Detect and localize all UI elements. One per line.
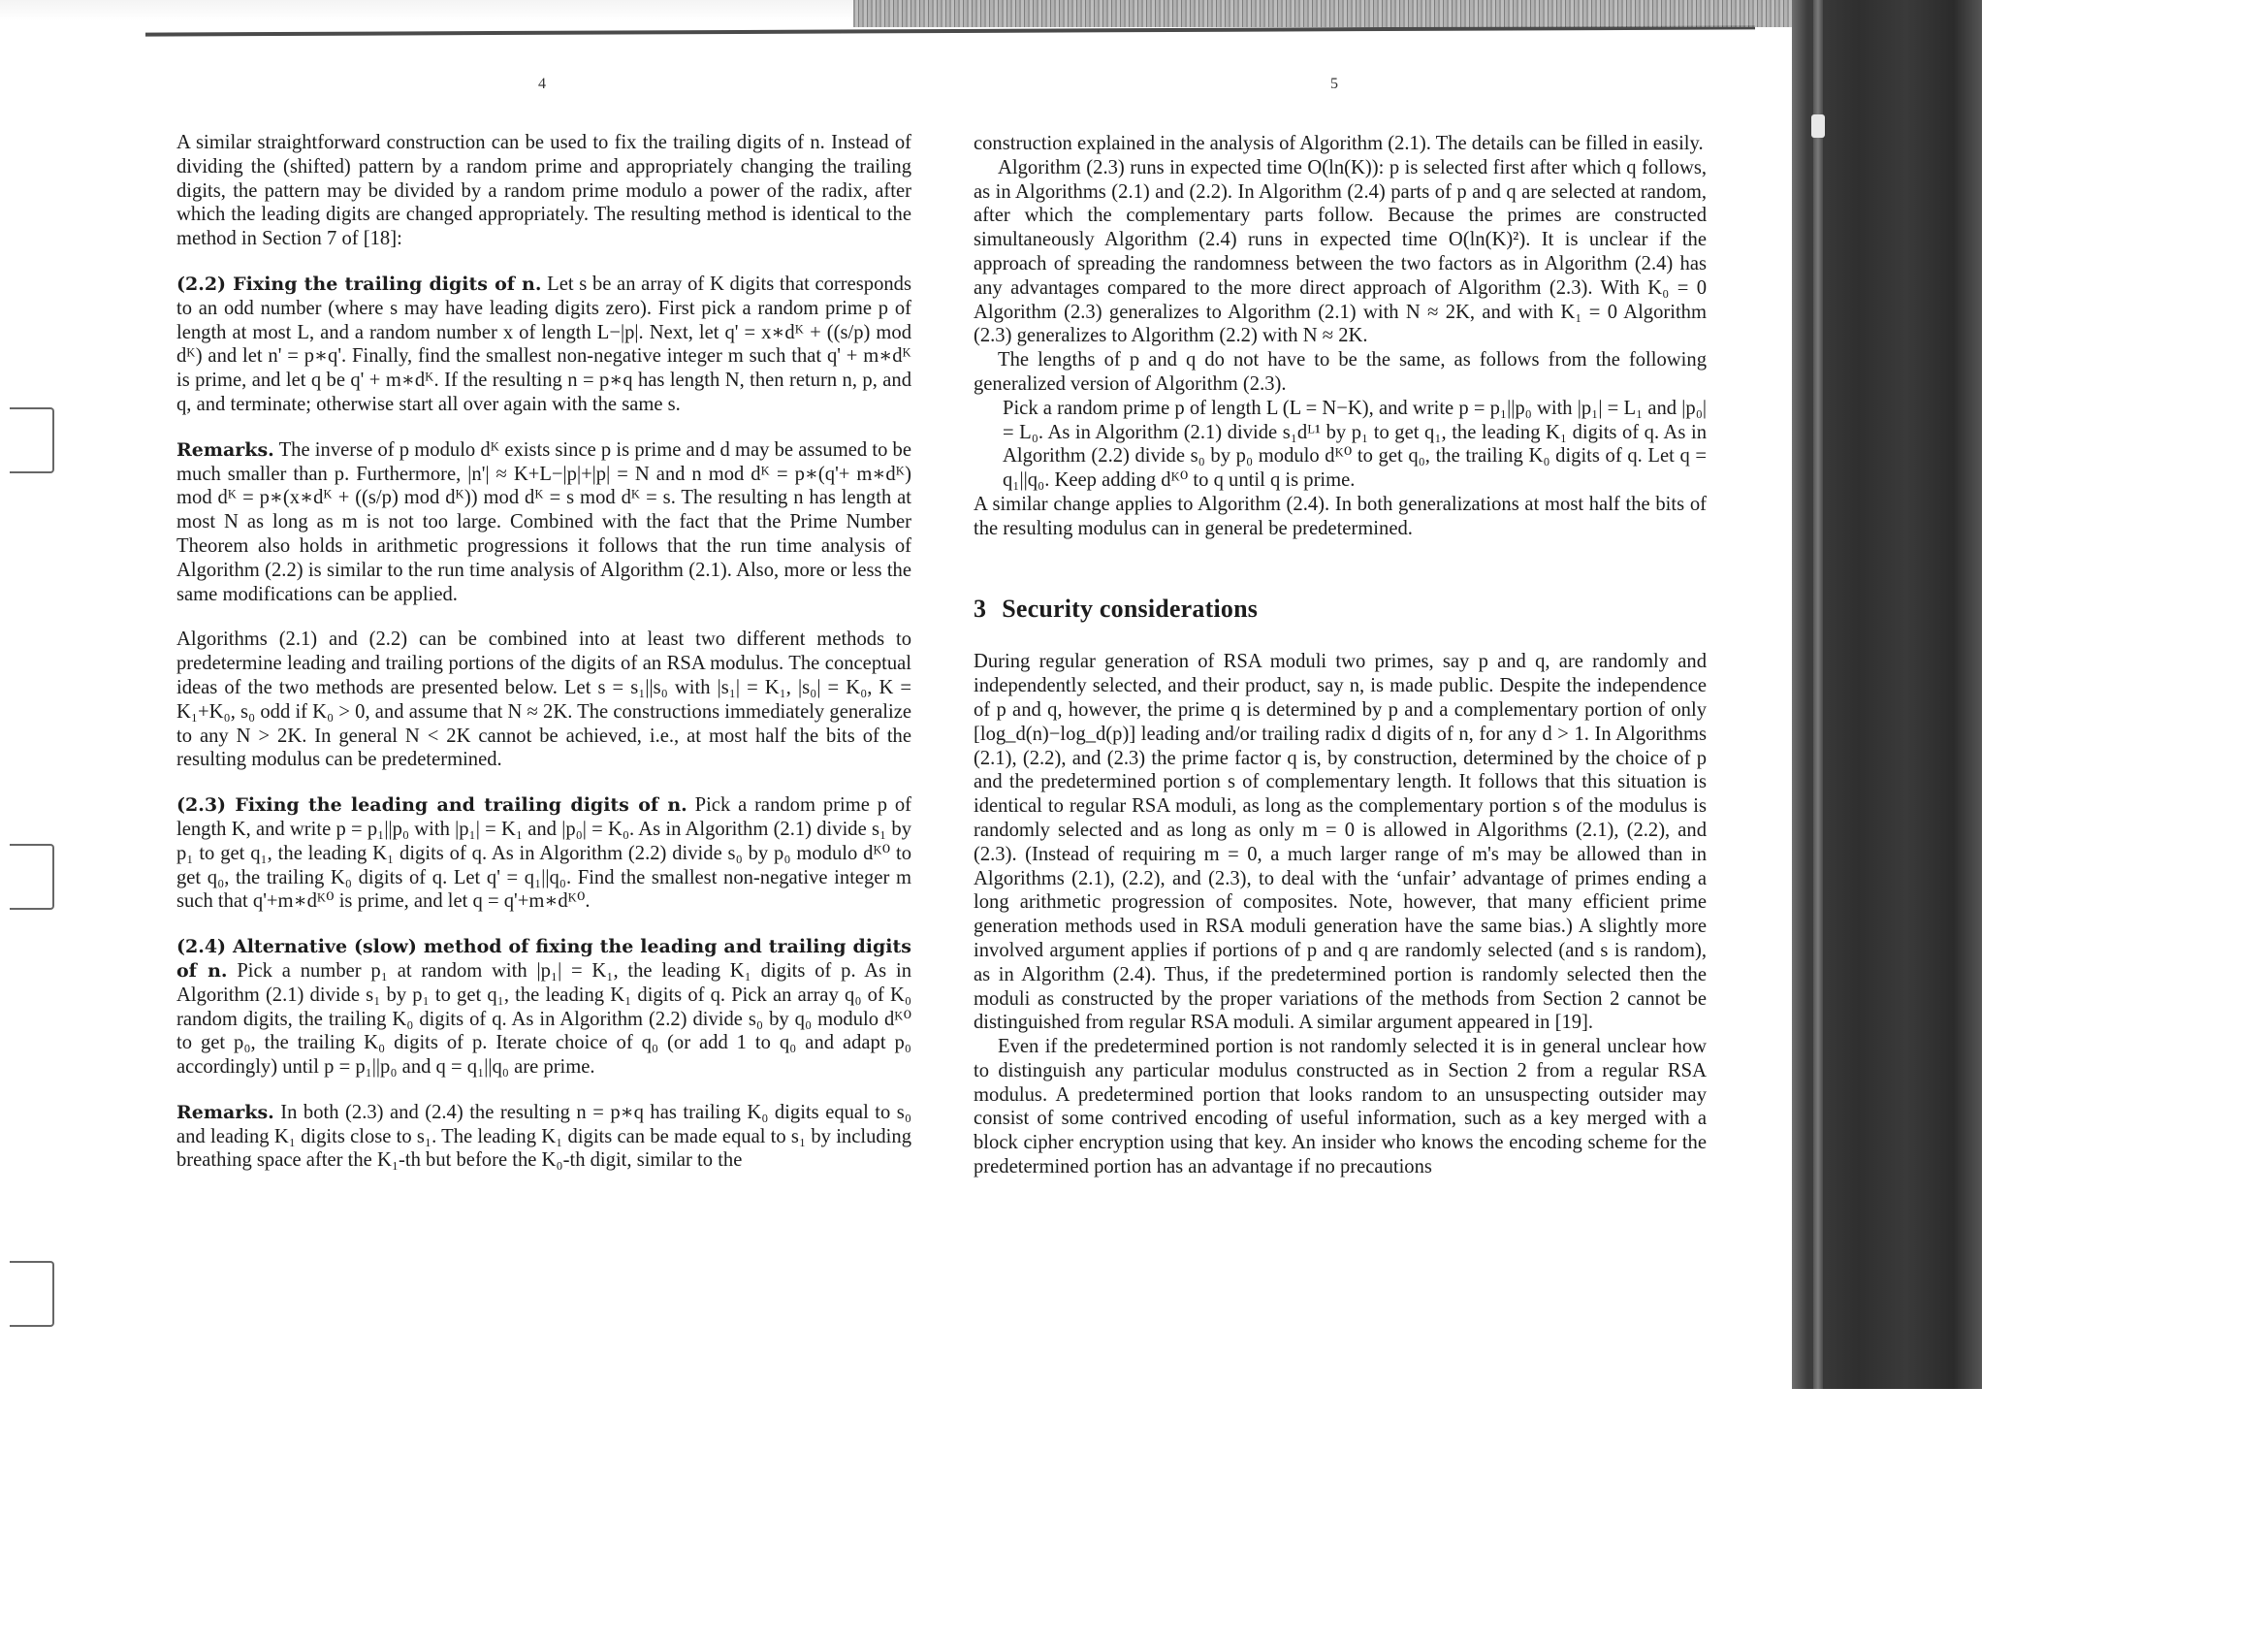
algorithm-body: Let s be an array of K digits that corresponds to an odd number (where s may have leading digits zero). First pick a random prime p of length at most L, and a random number x of length L−|p|. Next, let q' = x∗dᴷ + ((s/p) mod dᴷ) and let n' = p∗q'. Finally, find the smallest non-negative integer m such that q' + m∗dᴷ is prime, and let q be q' + m∗dᴷ. If the resulting n = p∗q has length N, then return n, p, and q, and terminate; otherwise start all over again with the same s. xyxy=(176,273,911,415)
remarks-heading: Remarks. xyxy=(176,438,274,461)
remarks-body: In both (2.3) and (2.4) the resulting n = p∗q has trailing K₀ digits equal to s₀ and leading K₁ digits close to s₁. The leading K₁ digits can be made equal to s₁ by including breathing space after the K₁-th but before the K₀-th digit, similar to the xyxy=(176,1101,911,1172)
algorithm-body: Pick a random prime p of length K, and write p = p₁||p₀ with |p₁| = K₁ and |p₀| = K₀. As in Algorithm (2.1) divide s₁ by p₁ to get q₁, the leading K₁ digits of q. As in Algorithm (2.2) divide s₀ by p₀ modulo dᴷ⁰ to get q₀, the trailing K₀ digits of q. Let q' = q₁||q₀. Find the smallest non-negative integer m such that q'+m∗dᴷ⁰ is prime, and let q = q'+m∗dᴷ⁰. xyxy=(176,794,911,913)
paragraph-lengths: The lengths of p and q do not have to be the same, as follows from the following generalized version of Algorithm (2.3). xyxy=(974,349,1707,395)
algorithm-body: Pick a number p₁ at random with |p₁| = K₁, the leading K₁ digits of p. As in Algorithm (2.1) divide s₁ by p₁ to get q₁, the leading K₁ digits of q. Pick an array q₀ of K₀ random digits, the trailing K₀ digits of q. As in Algorithm (2.2) divide s₀ by q₀ modulo dᴷ⁰ to get p₀, the trailing K₀ digits of p. Iterate choice of q₀ (or add 1 to q₀ and adapt p₀ accordingly) until p = p₁||p₀ and q = q₁||q₀ are prime. xyxy=(176,959,911,1079)
page-number-right: 5 xyxy=(1330,76,1338,92)
scan-noise-strip xyxy=(853,0,1823,27)
remarks-heading: Remarks. xyxy=(176,1101,274,1123)
left-page-column xyxy=(176,131,911,1173)
remarks-body: The inverse of p modulo dᴷ exists since p is prime and d may be assumed to be much smaller than p. Furthermore, |n'| ≈ K+L−|p|+|p| = N and n mod dᴷ = p∗(q'+ m∗dᴷ) mod dᴷ = p∗(x∗dᴷ + ((s/p) mod dᴷ)) mod dᴷ = s mod dᴷ = s. The resulting n has length at most N as long as m is not too large. Combined with the fact that the Prime Number Theorem also holds in arithmetic progressions it follows that the run time analysis of Algorithm (2.2) is similar to the run time analysis of Algorithm (2.1). Also, more or less the same modifications can be applied. xyxy=(176,438,911,605)
paragraph-similar-change: A similar change applies to Algorithm (2.4). In both generalizations at most half the bits of the resulting modulus can in general be predetermined. xyxy=(974,493,1707,539)
paragraph-combined: Algorithms (2.1) and (2.2) can be combined into at least two different methods to predetermine leading and trailing portions of the digits of an RSA modulus. The conceptual ideas of the two methods are presented below. Let s = s₁||s₀ with |s₁| = K₁, |s₀| = K₀, K = K₁+K₀, s₀ odd if K₀ > 0, and assume that N ≈ 2K. The constructions immediately generalize to any N > 2K. In general N < 2K cannot be achieved, i.e., at most half the bits of the resulting modulus can be predetermined. xyxy=(176,629,911,771)
margin-mark-box xyxy=(10,1261,54,1327)
book-binding-shadow xyxy=(1792,0,1982,1389)
margin-mark-box xyxy=(10,844,54,910)
section-heading xyxy=(974,594,1707,623)
paragraph-intro: A similar straightforward construction can be used to fix the trailing digits of n. Instead of dividing the (shifted) pattern by a random prime and appropriately changing the trailing digits, the pattern may be divided by a random prime modulo a power of the radix, after which the leading digits are changed appropriately. The resulting method is identical to the method in Section 7 of [18]: xyxy=(176,132,911,250)
section-title: Security considerations xyxy=(1002,594,1259,623)
paragraph-runtime: Algorithm (2.3) runs in expected time O(ln(K)): p is selected first after which q follows, as in Algorithms (2.1) and (2.2). In Algorithm (2.4) parts of p and q are selected at random, after which the complementary parts follow. Because the primes are constructed simultaneously Algorithm (2.4) runs in expected time O(ln(K)²). It is unclear if the approach of spreading the randomness between the two factors as in Algorithm (2.4) has any advantages compared to the more direct approach of Algorithm (2.3). With K₀ = 0 Algorithm (2.3) generalizes to Algorithm (2.1) with N ≈ 2K, and with K₁ = 0 Algorithm (2.3) generalizes to Algorithm (2.2) with N ≈ 2K. xyxy=(974,156,1707,347)
paragraph-generalized-algorithm: Pick a random prime p of length L (L = N−K), and write p = p₁||p₀ with |p₁| = L₁ and |p₀| = L₀. As in Algorithm (2.1) divide s₁dᴸ¹ by p₁ to get q₁, the leading K₁ digits of q. As in Algorithm (2.2) divide s₀ by p₀ modulo dᴷ⁰ to get q₀, the trailing K₀ digits of q. Let q = q₁||q₀. Keep adding dᴷ⁰ to q until q is prime. xyxy=(1003,397,1707,492)
section-number: 3 xyxy=(974,594,987,623)
page-number-left: 4 xyxy=(538,76,546,92)
algorithm-heading: (2.3) Fixing the leading and trailing digits of n. xyxy=(176,794,687,817)
algorithm-heading: (2.2) Fixing the trailing digits of n. xyxy=(176,273,542,295)
algorithm-2-2 xyxy=(176,273,911,417)
paragraph-security-2: Even if the predetermined portion is not randomly selected it is in general unclear how to distinguish any particular modulus constructed as in Section 2 from a regular RSA modulus. A predetermined portion that looks random to an unsuspecting outsider may consist of some contrived encoding of useful information, such as a key merged with a block cipher encryption using that key. An insider who knows the encoding scheme for the predetermined portion has an advantage if no precautions xyxy=(974,1036,1707,1178)
left-margin-scan-artifacts xyxy=(0,29,78,1406)
algorithm-heading: (2.4) Alternative (slow) method of fixing the leading and trailing digits of n. xyxy=(176,936,911,982)
paragraph-continuation: construction explained in the analysis of Algorithm (2.1). The details can be filled in easily. xyxy=(974,133,1704,154)
right-page-column xyxy=(974,132,1707,1179)
remarks-1 xyxy=(176,438,911,607)
remarks-2 xyxy=(176,1101,911,1173)
algorithm-2-4 xyxy=(176,935,911,1080)
algorithm-2-3 xyxy=(176,793,911,914)
margin-mark-box xyxy=(10,407,54,473)
paragraph-security-1: During regular generation of RSA moduli two primes, say p and q, are randomly and independently selected, and their product, say n, is made public. Despite the independence of p and q, however, the prime q is determined by p and a complementary portion of only [log_d(n)−log_d(p)] leading and/or trailing radix d digits of n, for any d > 1. In Algorithms (2.1), (2.2), and (2.3) the prime factor q is, by construction, determined by the choice of p and the predetermined portion s of complementary length. It follows that this situation is identical to regular RSA moduli, as long as the complementary portion s of the modulus is randomly selected and as long as only m = 0 is allowed in Algorithms (2.1), (2.2), and (2.3). (Instead of requiring m = 0, a much larger range of m's may be allowed than in Algorithms (2.1), (2.2), and (2.3), to deal with the ‘unfair’ advantage of primes ending a long arithmetic progression of composites. Note, however, that many efficient prime generation methods used in RSA moduli generation have the same bias.) A slightly more involved argument applies if portions of p and q are randomly selected (and s is random), as in Algorithm (2.4). Thus, if the predetermined portion is randomly selected then the moduli as constructed by the proper variations of the methods from Section 2 cannot be distinguished from regular RSA moduli. A similar argument appeared in [19]. xyxy=(974,651,1707,1034)
binding-notch xyxy=(1811,114,1825,138)
